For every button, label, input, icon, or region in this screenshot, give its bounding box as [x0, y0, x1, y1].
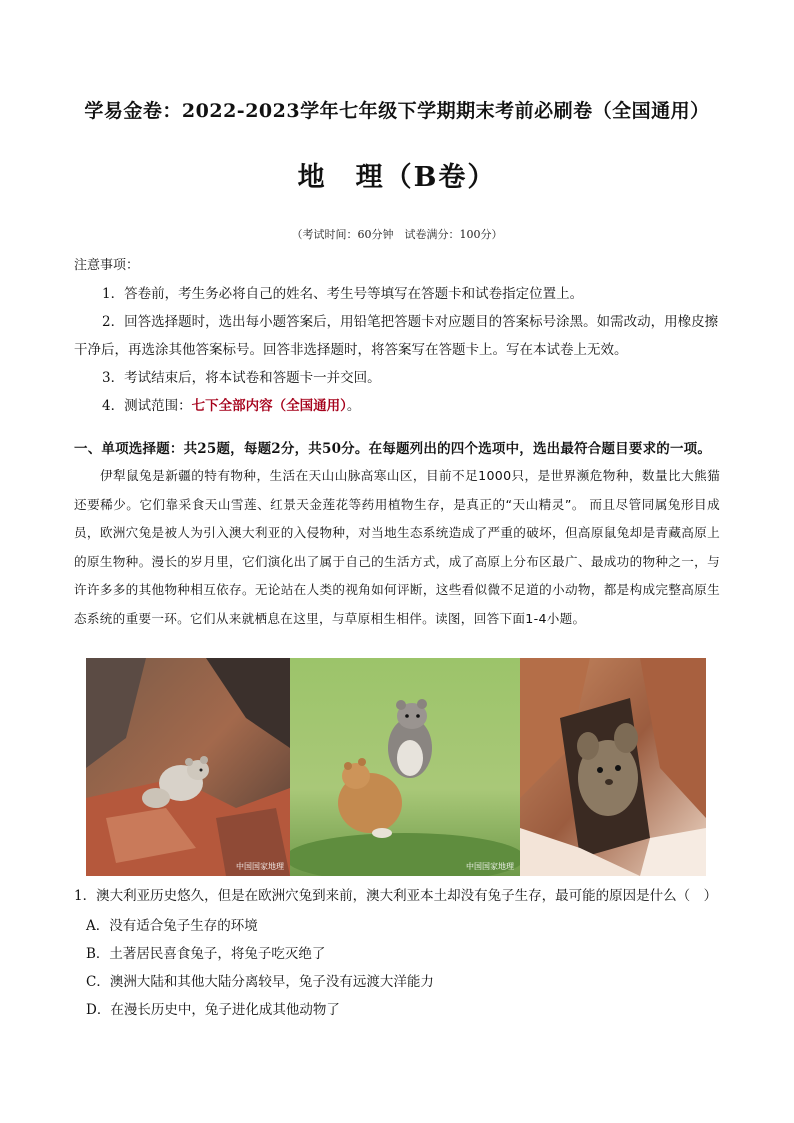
subject-title: 地 理（B卷） [297, 162, 497, 193]
scope-suffix: 。 [346, 398, 361, 414]
option-b[interactable]: B．土著居民喜食兔子，将兔子吃灭绝了 [86, 946, 326, 962]
pika-photo-crevice [520, 658, 706, 876]
scope-prefix: 4．测试范围： [102, 398, 192, 414]
photo-watermark: 中国国家地理 [466, 862, 514, 871]
pika-photo-strip [86, 658, 706, 876]
notice-list [74, 280, 724, 420]
exam-time-score: （考试时间：60分钟 试卷满分：100分） [291, 228, 503, 241]
option-a[interactable]: A．没有适合兔子生存的环境 [86, 918, 258, 934]
notice-item-scope [74, 392, 724, 420]
exam-series-title: 学易金卷：2022-2023学年七年级下学期期末考前必刷卷（全国通用） [84, 100, 710, 122]
reading-passage: 伊犁鼠兔是新疆的特有物种，生活在天山山脉高寒山区，目前不足1000只，是世界濒危物种，数量比大熊猫还要稀少。它们靠采食天山雪莲、红景天金莲花等药用植物生存，是真正的“天山精灵”。 而且尽管同属兔形目成员，欧洲穴兔是被人为引入澳大利亚的入侵物种，对当地生态系统造成了严重的破坏，但高原鼠兔却是青藏高原上的原生物种。漫长的岁月里，它们演化出了属于自己的生活方式，成了高原上分布区最广、最成功的物种之一，与许许多多的其他物种相互依存。无论站在人类的视角如何评断，这些看似微不足道的小动物，都是构成完整高原生态系统的重要一环。它们从来就栖息在这里，与草原相生相伴。读图，回答下面1-4小题。 [74, 468, 720, 626]
question-1 [74, 884, 734, 1024]
section-heading: 一、单项选择题：共25题，每题2分，共50分。在每题列出的四个选项中，选出最符合题目要求的一项。 [74, 441, 712, 457]
answer-options [74, 912, 734, 1024]
scope-value: 七下全部内容（全国通用） [191, 398, 347, 414]
notice-heading: 注意事项： [74, 258, 140, 273]
option-d[interactable]: D．在漫长历史中，兔子进化成其他动物了 [86, 1002, 340, 1018]
option-c[interactable]: C．澳洲大陆和其他大陆分离较早，兔子没有远渡大洋能力 [86, 974, 434, 990]
question-stem: 1．澳大利亚历史悠久，但是在欧洲穴兔到来前，澳大利亚本土却没有兔子生存，最可能的原因是什么（ ） [74, 888, 718, 904]
notice-item: 1．答卷前，考生务必将自己的姓名、考生号等填写在答题卡和试卷指定位置上。 [102, 286, 584, 302]
photo-watermark: 中国国家地理 [236, 862, 284, 871]
notice-item: 2．回答选择题时，选出每小题答案后，用铅笔把答题卡对应题目的答案标号涂黑。如需改动，用橡皮擦干净后，再选涂其他答案标号。回答非选择题时，将答案写在答题卡上。写在本试卷上无效。 [74, 314, 719, 358]
pika-photo-rocks [86, 658, 290, 876]
pika-photo-grassland [290, 658, 520, 876]
notice-item: 3．考试结束后，将本试卷和答题卡一并交回。 [102, 370, 381, 386]
